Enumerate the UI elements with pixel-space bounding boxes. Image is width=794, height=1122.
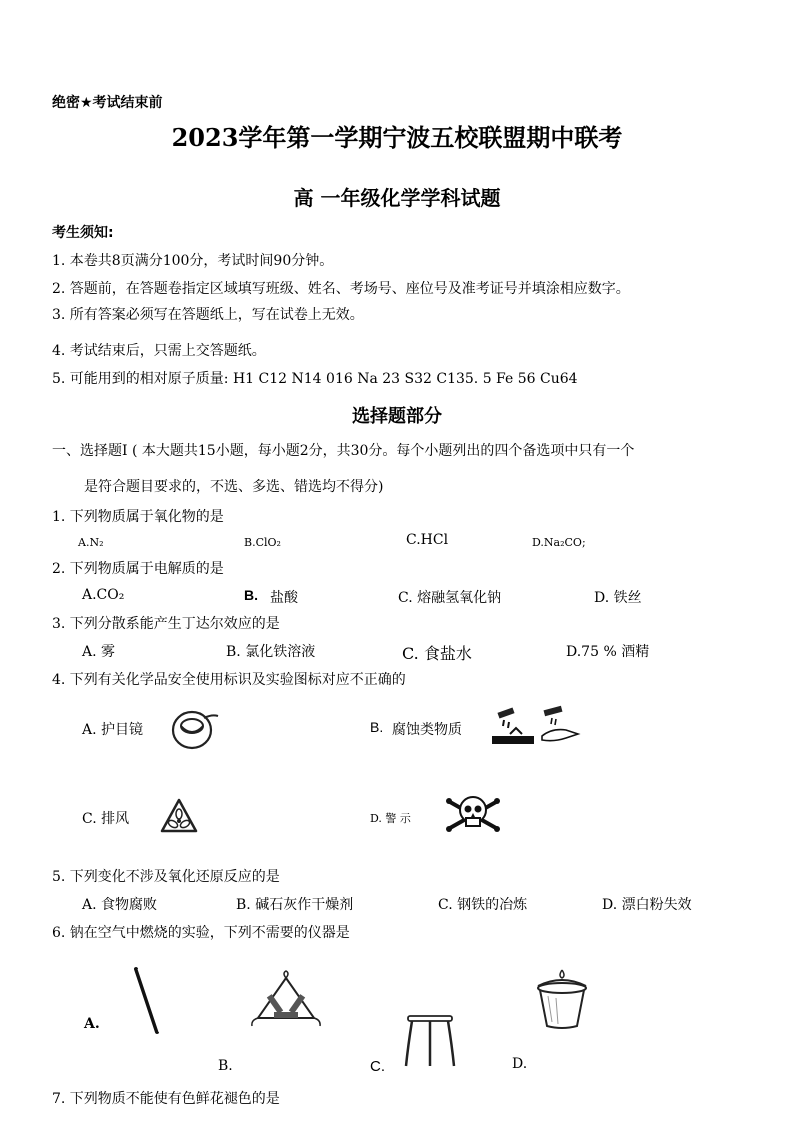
exam-title: 2023学年第一学期宁波五校联盟期中联考 xyxy=(171,123,623,152)
option-d: D.Na₂CO; xyxy=(532,536,586,549)
ventilation-icon xyxy=(160,798,198,834)
part-heading: 一、选择题I ( 本大题共15小题，每小题2分，共30分。每个小题列出的四个备选项中只有一个 xyxy=(52,443,635,459)
question-stem: 5. 下列变化不涉及氧化还原反应的是 xyxy=(52,869,280,885)
option-c: C. 钢铁的冶炼 xyxy=(438,897,528,913)
option-c: C. xyxy=(370,1058,385,1075)
question-stem: 1. 下列物质属于氧化物的是 xyxy=(52,509,224,525)
option-a: A.CO₂ xyxy=(82,587,125,603)
option-d: D. 铁丝 xyxy=(594,590,642,606)
option-b: B.ClO₂ xyxy=(244,536,281,549)
option-c: C. 熔融氢氧化钠 xyxy=(398,590,502,606)
option-b-text: 腐蚀类物质 xyxy=(392,722,462,738)
question-stem: 7. 下列物质不能使有色鲜花褪色的是 xyxy=(52,1091,280,1107)
notice-item: 1. 本卷共8页满分100分，考试时间90分钟。 xyxy=(52,253,334,269)
notice-heading: 考生须知: xyxy=(52,225,114,241)
option-c: C. 食盐水 xyxy=(402,644,472,663)
question-stem: 6. 钠在空气中燃烧的实验，下列不需要的仪器是 xyxy=(52,925,350,941)
corrosive-icon xyxy=(490,704,582,746)
option-d: D. xyxy=(512,1056,528,1072)
crucible-icon xyxy=(532,968,592,1032)
confidential-mark: 绝密★考试结束前 xyxy=(52,95,163,111)
option-b: B. xyxy=(218,1058,233,1074)
option-b: B. 氯化铁溶液 xyxy=(226,644,316,660)
notice-item: 5. 可能用到的相对原子质量: H1 C12 N14 016 Na 23 S32 C135. 5 Fe 56 Cu64 xyxy=(52,371,578,387)
option-c: C. 排风 xyxy=(82,811,130,827)
glass-rod-icon xyxy=(132,966,162,1036)
option-a: A. xyxy=(84,1016,100,1032)
option-b-text: 盐酸 xyxy=(270,590,298,606)
notice-item: 4. 考试结束后，只需上交答题纸。 xyxy=(52,343,266,359)
option-d: D.75 % 酒精 xyxy=(566,644,650,660)
question-stem: 2. 下列物质属于电解质的是 xyxy=(52,561,224,577)
part-heading-cont: 是符合题目要求的，不选、多选、错选均不得分) xyxy=(84,479,384,495)
option-b: B. 碱石灰作干燥剂 xyxy=(236,897,354,913)
question-stem: 4. 下列有关化学品安全使用标识及实验图标对应不正确的 xyxy=(52,672,406,688)
tripod-icon xyxy=(402,1010,458,1070)
clay-triangle-icon xyxy=(248,970,324,1030)
option-a: A.N₂ xyxy=(78,536,104,549)
exam-subtitle: 高 一年级化学学科试题 xyxy=(293,186,501,210)
option-b-letter: B. xyxy=(244,587,258,603)
option-a: A. 食物腐败 xyxy=(82,897,158,913)
goggles-icon xyxy=(170,706,220,752)
notice-item: 2. 答题前，在答题卷指定区域填写班级、姓名、考场号、座位号及准考证号并填涂相应数字。 xyxy=(52,281,630,297)
question-stem: 3. 下列分散系能产生丁达尔效应的是 xyxy=(52,616,280,632)
option-b-letter: B. xyxy=(370,719,384,735)
skull-crossbones-icon xyxy=(444,790,502,840)
option-d: D. 警 示 xyxy=(370,812,411,825)
notice-item: 3. 所有答案必须写在答题纸上，写在试卷上无效。 xyxy=(52,307,364,323)
option-a: A. 护目镜 xyxy=(82,722,144,738)
option-d: D. 漂白粉失效 xyxy=(602,897,692,913)
section-title: 选择题部分 xyxy=(352,406,442,427)
option-a: A. 雾 xyxy=(82,644,116,660)
option-c: C.HCl xyxy=(406,532,449,548)
